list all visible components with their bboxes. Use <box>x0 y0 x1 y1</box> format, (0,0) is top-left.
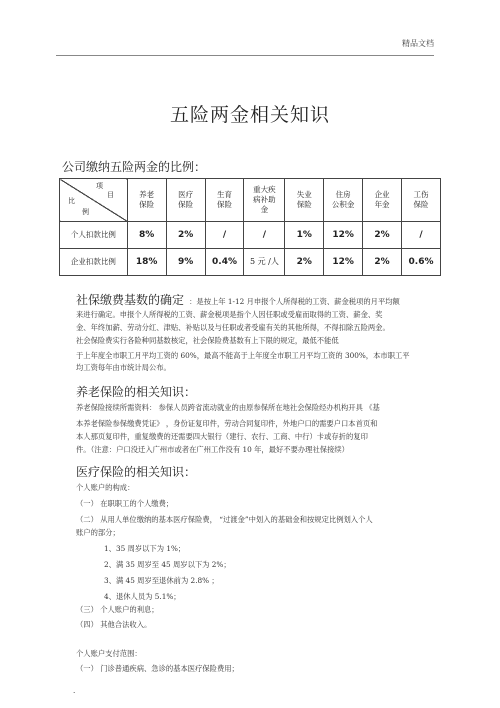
table-cell: / <box>402 222 441 249</box>
medical-line: 个人账户支付范围： <box>76 649 142 658</box>
corner-cell <box>60 179 128 222</box>
table-cell: 5 元 /人 <box>244 249 285 276</box>
medical-heading: 医疗保险的相关知识： <box>76 465 197 479</box>
medical-line: （二） 从用人单位缴纳的基本医疗保险费， “过渡金”中划入的基础金和按规定比例划入个人 <box>76 515 373 524</box>
medical-line: 3、满 45 周岁至退休前为 2.8% ； <box>104 576 219 585</box>
medical-line: 账户的部分； <box>76 528 120 537</box>
base-intro: ：是按上年 1-12 月申报个人所得税的工资、薪金税项的月平均额 <box>189 297 400 306</box>
corner-li: 例 <box>82 208 89 216</box>
medical-line: 1、35 周岁以下为 1%； <box>104 544 186 553</box>
table-cell: 2% <box>363 249 402 276</box>
medical-line: 2、满 35 周岁至 45 周岁以下为 2%； <box>104 560 231 569</box>
row-label: 个人扣款比例 <box>60 222 128 249</box>
base-line: 来进行确定。申报个人所得税的工资、薪金税项是指个人因任职或受雇而取得的工资、薪金、奖 <box>76 310 383 319</box>
col-header: 重大疾 病补助 金 <box>244 179 285 222</box>
corner-xiang: 项 <box>96 182 103 190</box>
table-row <box>60 249 441 276</box>
pension-line: 件。（注意：户口没迁入广州市或者在广州工作没有 10 年，最好不要办理社保接续） <box>76 445 349 454</box>
pension-line: 本人那页复印件，重复缴费的还需要四大银行（建行、农行、工商、中行）卡或存折的复印 <box>76 432 368 441</box>
medical-line: 个人账户的构成： <box>76 483 135 492</box>
table-cell: 2% <box>166 222 205 249</box>
pension-line: 养老保险接续所需资料： 参保人员跨省流动就业的由原参保所在地社会保险经办机构开具 《基 <box>76 403 380 412</box>
row-label: 企业扣款比例 <box>60 249 128 276</box>
header-rule <box>56 55 434 56</box>
base-line: 社会保险费实行各险种同基数核定，社会保险费基数有上下限的规定，最低不能低 <box>76 336 339 345</box>
base-line: 金、年终加薪、劳动分红、津贴、补贴以及与任职或者受雇有关的其他所得，不得扣除五险两金。 <box>76 323 390 332</box>
medical-line: 4、退休人员为 5.1%； <box>104 592 181 601</box>
table-cell: 12% <box>324 222 363 249</box>
footer-dot: . <box>73 686 76 695</box>
medical-line: （三） 个人账户的利息； <box>76 605 159 614</box>
page-title: 五险两金相关知识 <box>169 104 330 126</box>
table-cell: / <box>205 222 244 249</box>
table-cell: 0.4% <box>205 249 244 276</box>
col-header: 企业 年金 <box>363 179 402 222</box>
medical-line: （一） 在职职工的个人缴费； <box>76 499 174 508</box>
table-header-row <box>60 179 441 222</box>
table-cell: 1% <box>285 222 324 249</box>
pension-heading: 养老保险的相关知识： <box>76 385 197 399</box>
corner-mu: 目 <box>107 191 114 199</box>
col-header: 工伤 保险 <box>402 179 441 222</box>
table-cell: 2% <box>363 222 402 249</box>
base-line: 均工资每年由市统计局公布。 <box>76 363 171 372</box>
col-header: 生育 保险 <box>205 179 244 222</box>
ratio-heading: 公司缴纳五险两金的比例： <box>62 160 207 174</box>
base-heading-line <box>76 289 400 308</box>
pension-line: 本养老保险参保缴费凭证》 ，身份证复印件，劳动合同复印件，外地户口的需要户口本首页和 <box>76 419 378 428</box>
col-header: 养老 保险 <box>127 179 166 222</box>
base-line: 于上年度全市职工月平均工资的 60%，最高不能高于上年度全市职工月平均工资的 300%，本市职工平 <box>76 351 410 360</box>
table-cell: 9% <box>166 249 205 276</box>
table-cell: 0.6% <box>402 249 441 276</box>
corner-bi: 比 <box>68 197 75 205</box>
col-header: 住房 公积金 <box>324 179 363 222</box>
base-heading: 社保缴费基数的确定 <box>76 293 185 307</box>
medical-line: （四） 其他合法收入。 <box>76 620 152 629</box>
table-cell: 12% <box>324 249 363 276</box>
ratio-table <box>59 178 441 276</box>
col-header: 失业 保险 <box>285 179 324 222</box>
col-header: 医疗 保险 <box>166 179 205 222</box>
table-cell: 18% <box>127 249 166 276</box>
table-cell: 2% <box>285 249 324 276</box>
table-row <box>60 222 441 249</box>
medical-line: （一） 门诊普通疾病、急诊的基本医疗保险费用； <box>76 664 239 673</box>
table-cell: 8% <box>127 222 166 249</box>
table-cell: / <box>244 222 285 249</box>
brand-label: 精品文档 <box>402 39 434 48</box>
